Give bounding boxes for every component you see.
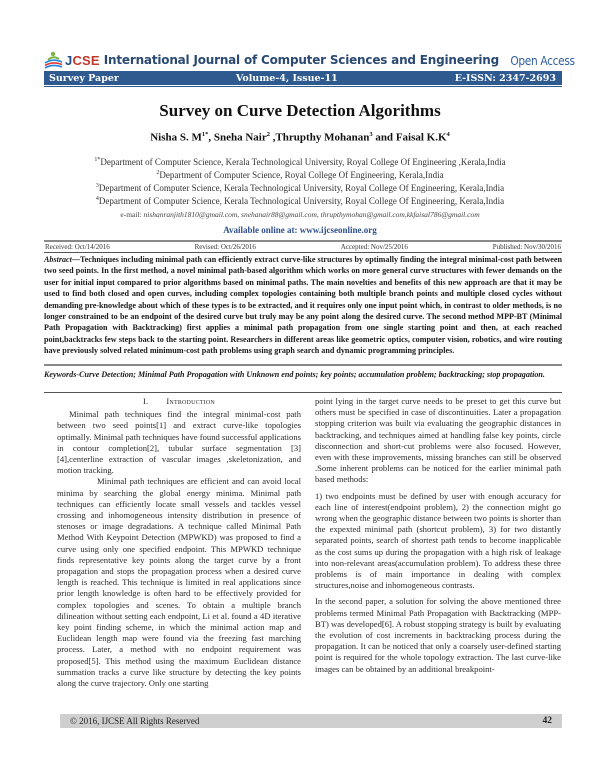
published-date: Published: Nov/30/2016 <box>492 243 561 251</box>
received-date: Received: Oct/14/2016 <box>45 243 110 251</box>
author-name: Faisal K.K <box>395 131 447 144</box>
author-name: Nisha S. M <box>150 131 202 144</box>
open-access-label: Open Access <box>510 52 575 68</box>
volume-issue: Volume-4, Issue-11 <box>235 72 338 84</box>
accepted-date: Accepted: Nov/25/2016 <box>340 243 408 251</box>
dates-top-rule <box>44 240 562 242</box>
paragraph: 1) two endpoints must be defined by user with enough accuracy for each line of interest(endpoint problem), 2) the connection might go wrong when the geographic distance between two points is shorter than the expexted minimal path (shortcut problem), 3) for two distantly separated points, search of shortest path tends to become inapplicable as the cost sums up during the propagation with a high risk of leakage into non-relevant areas(accumulation problem). To address these three problems is of main importance in dealing with complex structures,noise and inhomogeneous contrasts. <box>315 490 561 591</box>
author-name: Sneha Nair <box>213 131 267 144</box>
author-emails: e-mail: nishanranjith1810@gmail.com, snehanair88@gmail.com, thrupthymohan@gmail.com,kkfaisal786@gmail.com <box>120 210 480 219</box>
available-online-link[interactable]: Available online at: www.ijcseonline.org <box>223 225 377 235</box>
eissn: E-ISSN: 2347-2693 <box>454 72 556 84</box>
publication-dates <box>44 243 562 251</box>
affiliation: $^4$Department of Computer Science, Kerala Technological University, Royal College Of Engineering, Kerala,India <box>95 196 505 206</box>
logo-text: JCSE <box>65 52 100 68</box>
journal-name: International Journal of Computer Sciences and Engineering <box>103 53 500 67</box>
keywords: Keywords-Curve Detection; Minimal Path Propagation with Unknown end points; key points; accumulation problem; backtracking; stop propagation. <box>44 370 545 379</box>
journal-masthead <box>44 50 575 70</box>
affiliation: $^{1*}$Department of Computer Science, Kerala Technological University, Royal College Of Engineering ,Kerala,India <box>94 157 506 167</box>
header-divider <box>44 86 562 87</box>
logo-figure-icon <box>44 51 64 69</box>
abstract-text: —Techniques including minimal path can efficiently extract curve-like structures by optimally finding the integral minimal-cost path between two seed points. In the first method, a novel minimal path-based algorithm which works on more general curve structures with fewer demands on the user for initial input compared to prior algorithms based on minimal paths. The main novelties and benefits of this new approach are that it may be used to find both closed and open curves, including complex topologies containing both multiple branch points and multiple closed cycles without demanding pre-knowledge about which of these types is to be extracted, and it requires only one input point which, in contrast to older methods, is no longer constrained to be an endpoint of the desired curve but truly may be any point along the desired curve. The second method MPP-BT (Minimal Path Propagation with Backtracking) first applies a minimal path propagation from one single starting point and then, at each reached point,backtracks few steps back to the starting point. Researchers in different areas like geometric optics, computer vision, robotics, and wire routing have previously solved related minimum-cost path problems using graph search and dynamic programming principles. <box>44 255 562 356</box>
paper-type: Survey Paper <box>49 72 119 84</box>
page-number: 42 <box>542 716 552 726</box>
section-heading: I. Introduction <box>143 396 215 406</box>
body-column-right <box>315 396 561 675</box>
paragraph: point lying in the target curve needs to be preset to get this curve but others must be specified in case of discontinuities. Later a propagation stopping criterion was built via evaluating the geographic distances in backtracking, and techniques aimed at handling false key points, circle disconnection and short-cut problems were also focused. However, even with these improvements, missing branches can still be observed .Some inherent problems can be noticed for the earlier minimal path based methods: <box>315 396 561 485</box>
affiliations <box>0 155 600 207</box>
paragraph: In the second paper, a solution for solving the above mentioned three problems termed Minimal Path Propagation with Backtracking (MPP-BT) was developed[6]. A robust stopping strategy is built by evaluating the evolution of cost increments in backtracking process during the propagation. It can be noticed that only a coarsely user-defined starting point is required for the whole topology extraction. The last curve-like images can be obtained by an additional breakpoint- <box>315 596 561 674</box>
affiliation: $^3$Department of Computer Science, Kerala Technological University, Royal College Of Engineering, Kerala,India <box>95 183 505 193</box>
journal-info-bar <box>44 71 562 85</box>
paragraph: Minimal path techniques find the integral minimal-cost path between two seed points[1] and extract curve-like topologies optimally. Minimal path techniques have found successful applications in contour completion[2], tubular surface segmentation [3][4],centerline extraction of vascular images ,skeletonization, and motion tracking. <box>57 409 301 476</box>
author-name: Thrupthy Mohanan <box>275 131 370 144</box>
author-list: Nisha S. $M^{1*}$, Sneha Nair$^2$ ,Thrupthy Mohanan$^3$ and Faisal $K.K^4$ <box>150 131 450 144</box>
abstract-label: Abstract <box>44 255 72 264</box>
email-addresses[interactable]: nishanranjith1810@gmail.com, snehanair88@gmail.com, thrupthymohan@gmail.com,kkfaisal786@gmail.com <box>143 210 480 219</box>
page-footer <box>60 714 562 728</box>
journal-logo <box>44 51 100 69</box>
keywords-top-rule <box>44 364 562 366</box>
body-column-left <box>57 396 301 689</box>
dates-bottom-rule <box>44 252 562 253</box>
abstract <box>44 254 562 357</box>
paragraph: Minimal path techniques are efficient and can avoid local minima by searching the global energy minima. Minimal path techniques can efficiently locate small vessels and tackles vessel crossing and inhomogeneous intensity distribution in presence of stenoses or image degradations. A technique called Minimal Path Method With Keypoint Detection (MPWKD) was proposed to find a curve using only one specified endpoint. This MPWKD technique finds representative key points along the target curve by a front propagation and stops the propagation process when a desired curve length is reached. This technique is limited in real applications since prior length knowledge is often hard to be effectively provided for complex topologies and scenes. To obtain a multiple branch dilineation without setting each endpoint, Li et al. found a 4D iterative key point finding scheme, in which the minimal action map and Euclidean length map were found via the freezing fast marching process. Later, a method with no endpoint requirement was proposed[5]. This method using the maximum Euclidean distance summation tracks a curve like structure by detecting the key points along the curve trajectory. Only one starting <box>57 476 301 689</box>
revised-date: Revised: Oct/26/2016 <box>194 243 256 251</box>
copyright: © 2016, IJCSE All Rights Reserved <box>70 716 200 726</box>
paper-title: Survey on Curve Detection Algorithms <box>159 101 441 120</box>
keywords-bottom-rule <box>44 392 562 393</box>
affiliation: $^2$Department of Computer Science, Royal College Of Engineering, Kerala,India <box>156 170 444 180</box>
